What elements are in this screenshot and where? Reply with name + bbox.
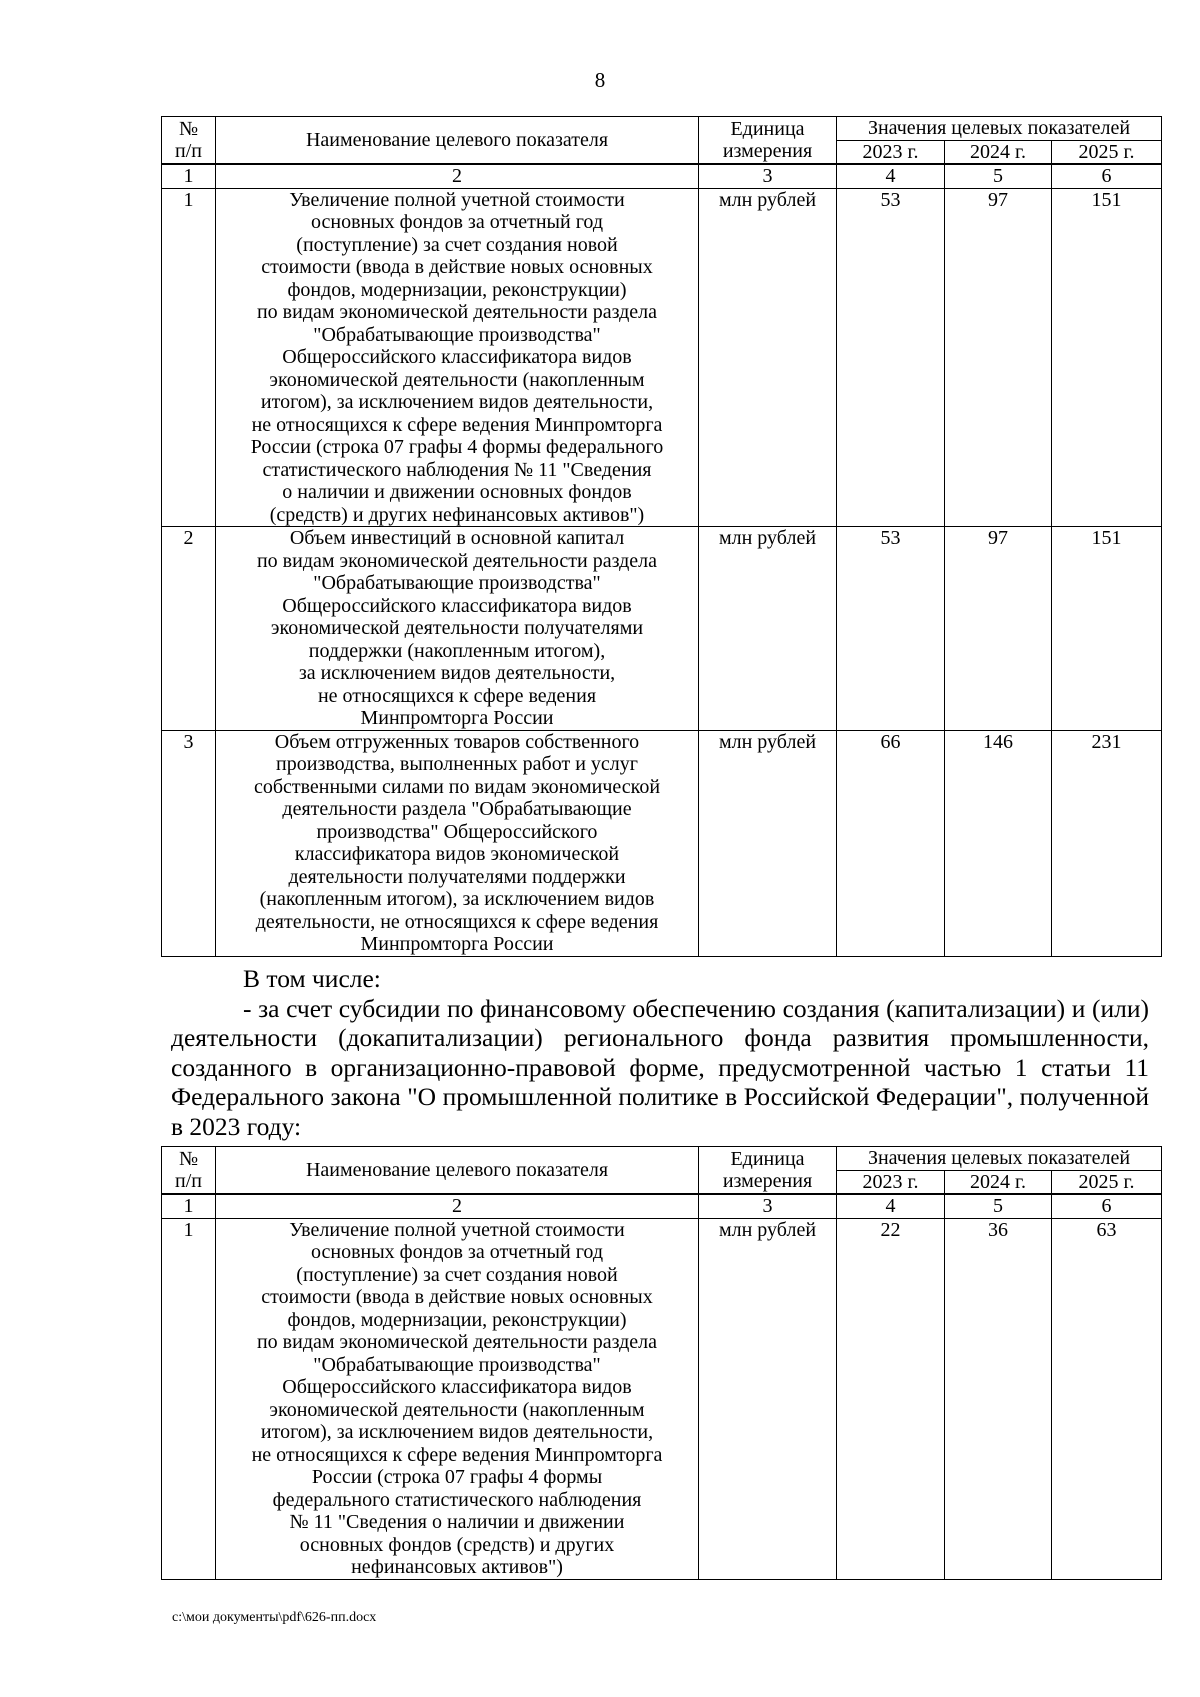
col-number: 1 (162, 164, 216, 188)
row-value-2025: 151 (1052, 188, 1162, 527)
header-num: № п/п (162, 117, 216, 165)
col-number: 1 (162, 1194, 216, 1218)
paragraph-lead: В том числе: (243, 964, 381, 993)
header-values: Значения целевых показателей (837, 117, 1162, 141)
row-value-2024: 97 (945, 188, 1052, 527)
header-year-2025: 2025 г. (1052, 140, 1162, 164)
row-value-2023: 53 (837, 527, 945, 731)
col-number: 4 (837, 164, 945, 188)
col-number: 6 (1052, 164, 1162, 188)
header-year-2023: 2023 г. (837, 1170, 945, 1194)
footer-file-path: c:\мои документы\pdf\626-пп.docx (172, 1610, 377, 1625)
paragraph-body: - за счет субсидии по финансовому обеспечению создания (капитализации) и (или) деятельности (докапитализации) регионального фонда развития промышленности, созданного в организационно-правовой форме, предусмотренной частью 1 статьи 11 Федерального закона "О промышленной политике в Российской Федерации", полученной в 2023 году: (171, 993, 1149, 1141)
row-value-2024: 97 (945, 527, 1052, 731)
header-name: Наименование целевого показателя (216, 117, 699, 165)
row-value-2025: 63 (1052, 1218, 1162, 1579)
col-number: 3 (699, 164, 837, 188)
row-num: 2 (162, 527, 216, 731)
table-row (162, 1218, 1162, 1579)
row-value-2023: 22 (837, 1218, 945, 1579)
row-name: Увеличение полной учетной стоимости основных фондов за отчетный год (поступление) за счет создания новой стоимости (ввода в действие новых основных фондов, модернизации, реконструкции) по видам экономической деятельности раздела "Обрабатывающие производства" Общероссийского классификатора видов экономической деятельности (накопленным итогом), за исключением видов деятельности, не относящихся к сфере ведения Минпромторга России (строка 07 графы 4 формы федерального статистического наблюдения № 11 "Сведения о наличии и движении основных фондов (средств) и других нефинансовых активов") (216, 188, 699, 527)
column-numbers-row (162, 164, 1162, 188)
header-unit: Единица измерения (699, 117, 837, 165)
row-unit: млн рублей (699, 1218, 837, 1579)
table-row (162, 527, 1162, 731)
indicators-table-main (161, 116, 1162, 957)
header-values: Значения целевых показателей (837, 1147, 1162, 1171)
row-value-2025: 151 (1052, 527, 1162, 731)
header-year-2025: 2025 г. (1052, 1170, 1162, 1194)
header-unit: Единица измерения (699, 1147, 837, 1195)
subsidy-paragraph (171, 964, 1149, 1141)
row-num: 1 (162, 1218, 216, 1579)
col-number: 5 (945, 1194, 1052, 1218)
table-header-row (162, 1147, 1162, 1171)
col-number: 3 (699, 1194, 837, 1218)
row-value-2023: 53 (837, 188, 945, 527)
col-number: 4 (837, 1194, 945, 1218)
row-value-2023: 66 (837, 730, 945, 956)
table-header-row (162, 117, 1162, 141)
row-name: Увеличение полной учетной стоимости основных фондов за отчетный год (поступление) за счет создания новой стоимости (ввода в действие новых основных фондов, модернизации, реконструкции) по видам экономической деятельности раздела "Обрабатывающие производства" Общероссийского классификатора видов экономической деятельности (накопленным итогом), за исключением видов деятельности, не относящихся к сфере ведения Минпромторга России (строка 07 графы 4 формы федерального статистического наблюдения № 11 "Сведения о наличии и движении основных фондов (средств) и других нефинансовых активов") (216, 1218, 699, 1579)
col-number: 2 (216, 164, 699, 188)
header-year-2024: 2024 г. (945, 1170, 1052, 1194)
page-number: 8 (594, 68, 606, 92)
column-numbers-row (162, 1194, 1162, 1218)
header-year-2024: 2024 г. (945, 140, 1052, 164)
row-name: Объем отгруженных товаров собственного производства, выполненных работ и услуг собственными силами по видам экономической деятельности раздела "Обрабатывающие производства" Общероссийского классификатора видов экономической деятельности получателями поддержки (накопленным итогом), за исключением видов деятельности, не относящихся к сфере ведения Минпромторга России (216, 730, 699, 956)
row-num: 3 (162, 730, 216, 956)
row-unit: млн рублей (699, 730, 837, 956)
indicators-table-subsidy (161, 1146, 1162, 1580)
row-name: Объем инвестиций в основной капитал по видам экономической деятельности раздела "Обрабатывающие производства" Общероссийского классификатора видов экономической деятельности получателями поддержки (накопленным итогом), за исключением видов деятельности, не относящихся к сфере ведения Минпромторга России (216, 527, 699, 731)
row-unit: млн рублей (699, 527, 837, 731)
row-num: 1 (162, 188, 216, 527)
table-row (162, 730, 1162, 956)
row-value-2024: 146 (945, 730, 1052, 956)
header-name: Наименование целевого показателя (216, 1147, 699, 1195)
row-value-2025: 231 (1052, 730, 1162, 956)
header-num: № п/п (162, 1147, 216, 1195)
row-unit: млн рублей (699, 188, 837, 527)
row-value-2024: 36 (945, 1218, 1052, 1579)
table-row (162, 188, 1162, 527)
header-year-2023: 2023 г. (837, 140, 945, 164)
col-number: 5 (945, 164, 1052, 188)
col-number: 2 (216, 1194, 699, 1218)
col-number: 6 (1052, 1194, 1162, 1218)
